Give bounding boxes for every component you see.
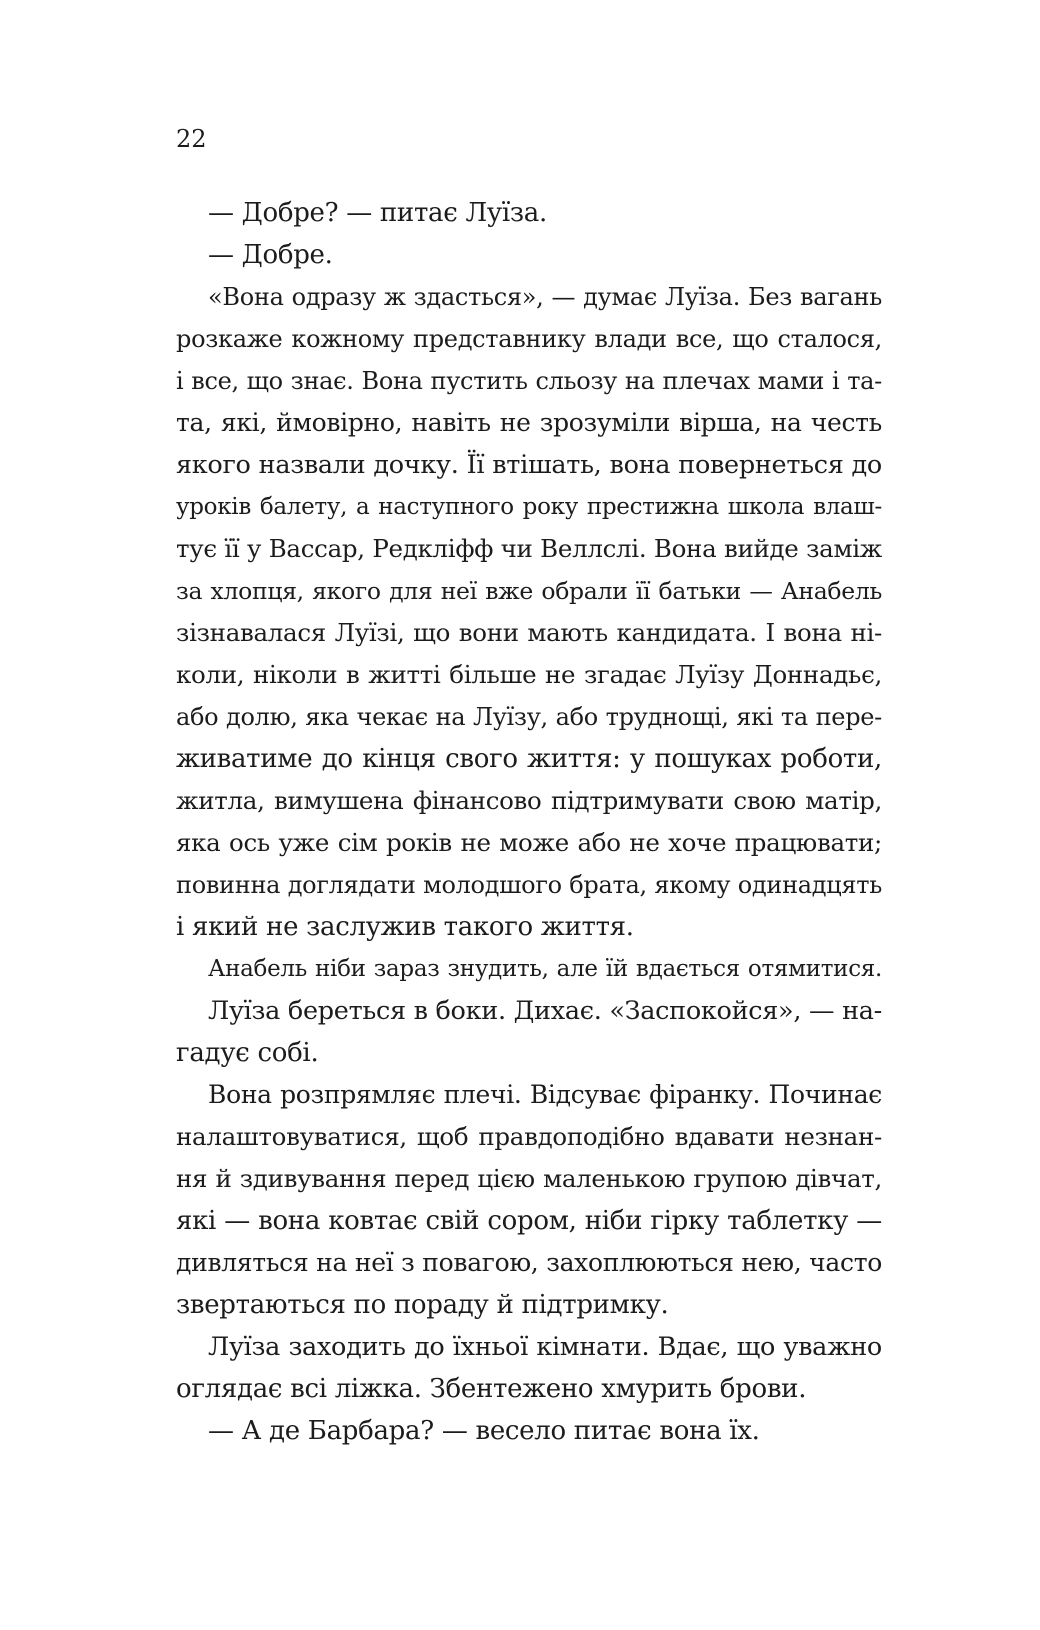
text-line: якого назвали дочку. Її втішать, вона повернеться до [176,450,882,480]
text-line: — Добре. [208,240,333,270]
text-line: і який не заслужив такого життя. [176,912,634,942]
text-line: оглядає всі ліжка. Збентежено хмурить брови. [176,1374,807,1404]
text-line: «Вона одразу ж здасться», — думає Луїза. Без вагань [208,283,882,311]
text-line: коли, ніколи в житті більше не згадає Луїзу Доннадьє, [176,660,882,689]
page-number: 22 [176,125,207,153]
text-line: Луїза береться в боки. Дихає. «Заспокойся», — на- [208,996,882,1026]
text-line: Анабель ніби зараз знудить, але їй вдається отямитися. [208,956,882,982]
text-line: ня й здивування перед цією маленькою групою дівчат, [176,1164,882,1193]
text-line: яка ось уже сім років не може або не хоче працювати; [176,828,882,857]
text-line: Луїза заходить до їхньої кімнати. Вдає, що уважно [208,1332,882,1362]
text-line: повинна доглядати молодшого брата, якому одинадцять [176,871,882,899]
text-line: звертаються по пораду й підтримку. [176,1290,669,1320]
text-line: та, які, ймовірно, навіть не зрозуміли вірша, на честь [176,408,882,437]
text-line: живатиме до кінця свого життя: у пошуках роботи, [176,744,882,774]
text-line: тує її у Вассар, Редкліфф чи Веллслі. Вона вийде заміж [176,534,882,563]
text-line: зізнавалася Луїзі, що вони мають кандидата. І вона ні- [176,618,882,647]
text-line: або долю, яка чекає на Луїзу, або труднощі, які та пере- [176,703,882,731]
text-line: за хлопця, якого для неї вже обрали її батьки — Анабель [176,577,882,605]
text-line: налаштовуватися, щоб правдоподібно вдавати незнан- [176,1122,882,1151]
text-line: Вона розпрямляє плечі. Відсуває фіранку. Починає [208,1080,882,1109]
text-line: і все, що знає. Вона пустить сльозу на плечах мами і та- [176,367,882,395]
text-line: розкаже кожному представнику влади все, що сталося, [176,325,882,353]
text-line: уроків балету, а наступного року престижна школа влаш- [176,494,882,520]
text-line: житла, вимушена фінансово підтримувати свою матір, [176,786,882,815]
body-text [176,192,882,1452]
text-line: гадує собі. [176,1038,319,1068]
text-line: — Добре? — питає Луїза. [208,198,547,228]
text-line: — А де Барбара? — весело питає вона їх. [208,1416,760,1446]
text-line: які — вона ковтає свій сором, ніби гірку таблетку — [176,1206,882,1236]
text-line: дивляться на неї з повагою, захоплюються нею, часто [176,1248,882,1277]
